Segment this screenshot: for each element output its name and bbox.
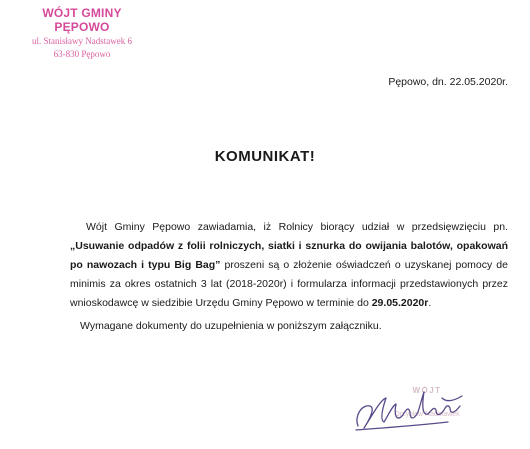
stamp-title: WÓJT — [412, 386, 442, 395]
paragraph-1-details: proszeni są o złożenie oświadczeń o uzyskanej pomocy de minimis za okres ostatnich 3 lat (2018-2020r) i formularza informacji przedstawionych przez wnioskodawcę w siedzibie Urzędu Gminy Pępowo w terminie do — [70, 259, 508, 309]
document-heading: KOMUNIKAT! — [214, 148, 316, 165]
paragraph-1-intro: Wójt Gminy Pępowo zawiadamia, iż Rolnicy biorący udział w przedsięwzięciu pn. — [86, 221, 508, 233]
letterhead — [12, 6, 152, 60]
deadline-date: 29.05.2020r — [371, 297, 429, 309]
paragraph-1-end: . — [428, 297, 432, 309]
letterhead-title-line1: WÓJT GMINY — [42, 6, 122, 20]
body-paragraph-1 — [70, 218, 508, 313]
document-date: Pępowo, dn. 22.05.2020r. — [388, 76, 508, 88]
project-title: „Usuwanie odpadów z folii rolniczych, siatki i sznurka do owijania balotów, opakowań po nawozach i typu Big Bag” — [70, 240, 508, 271]
handwritten-signature — [352, 376, 470, 438]
body-paragraph-2: Wymagane dokumenty do uzupełnienia w poniższym załączniku. — [80, 320, 382, 332]
letterhead-title-line2: PĘPOWO — [54, 20, 110, 34]
stamp-name: Orzysław Nadstawek — [394, 411, 460, 418]
document-body — [70, 218, 508, 336]
letterhead-address-city: 63-830 Pępowo — [53, 49, 111, 59]
letterhead-address-street: ul. Stanisławy Nadstawek 6 — [32, 36, 132, 46]
